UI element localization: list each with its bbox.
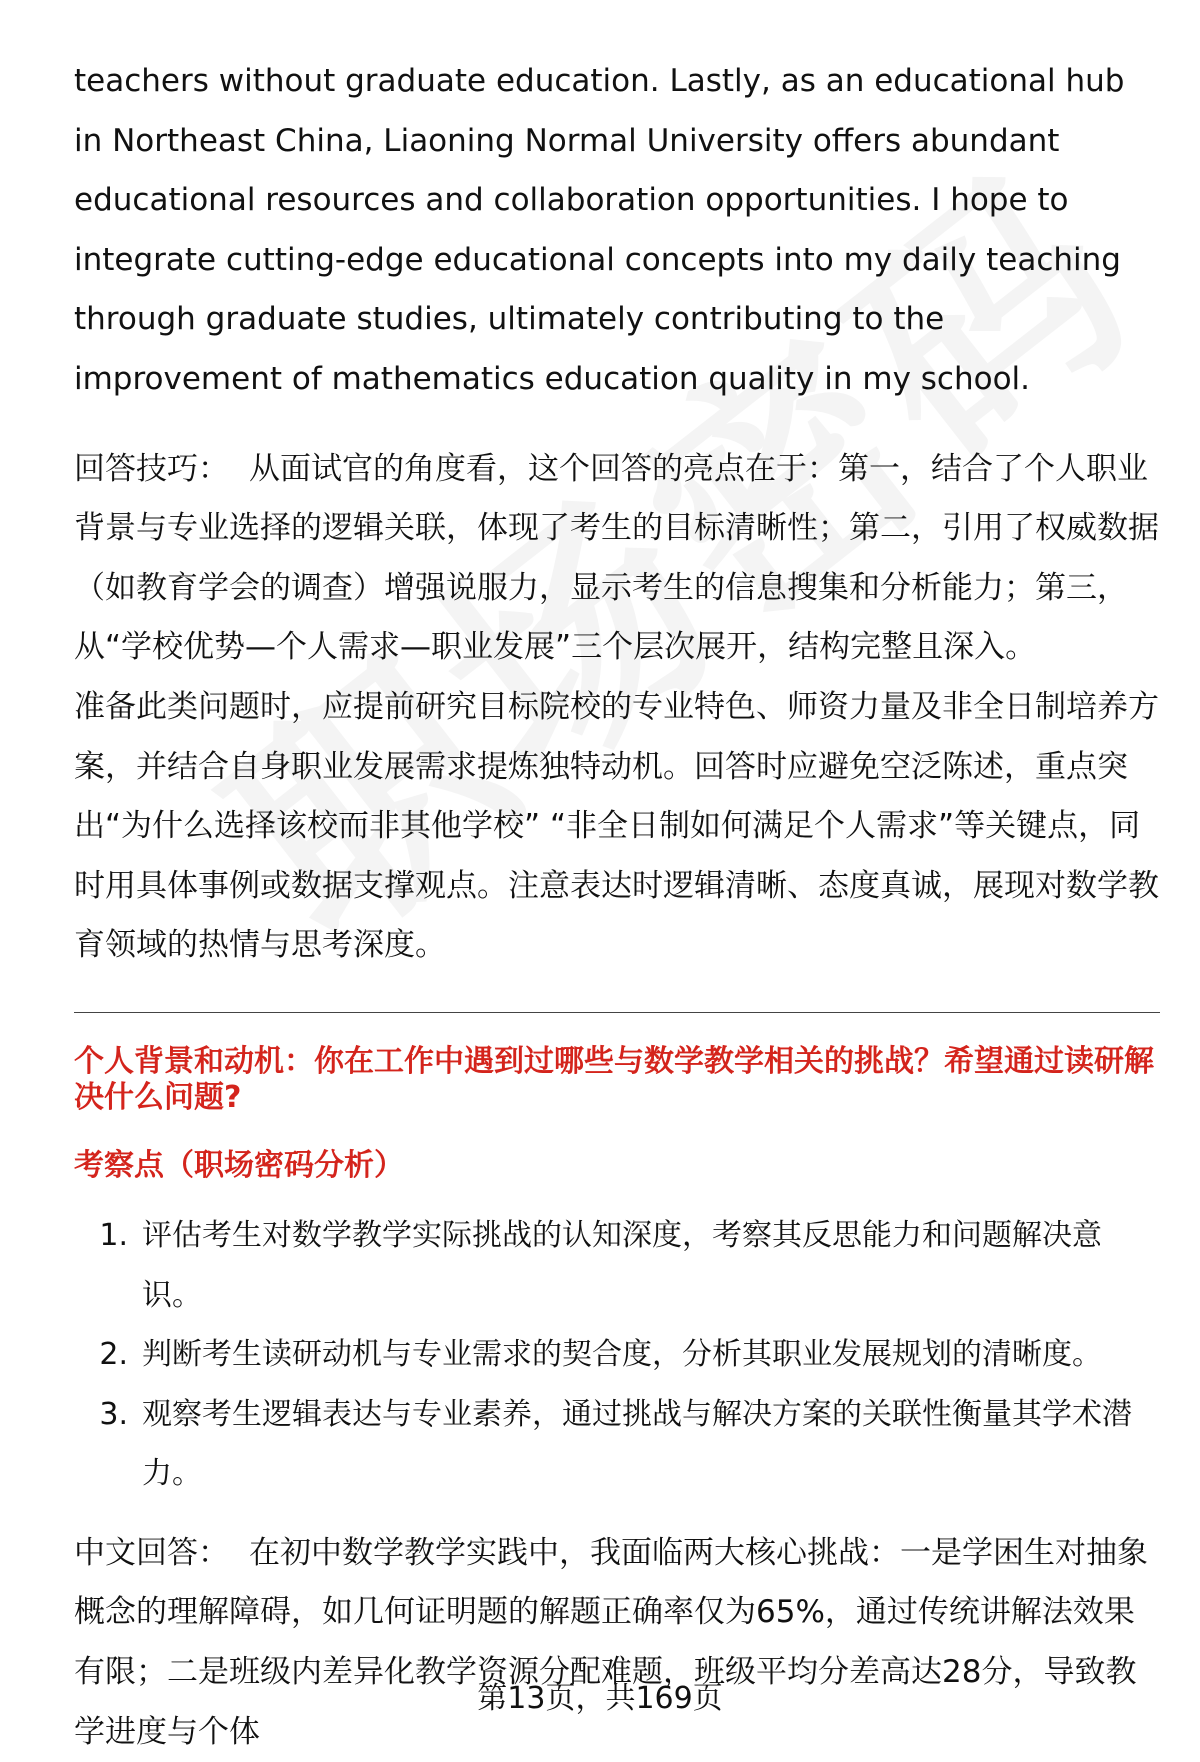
prep-paragraph: 准备此类问题时，应提前研究目标院校的专业特色、师资力量及非全日制培养方案，并结合自身职业发展需求提炼独特动机。回答时应避免空泛陈述，重点突出“为什么选择该校而非其他学校” “非全日制如何满足个人需求”等关键点，同时用具体事例或数据支撑观点。注意表达时逻辑清晰、态度真诚，展现对数学教育领域的热情与思考深度。 [74,688,1159,964]
tips-paragraph [74,440,1160,678]
chinese-answer-paragraph [74,1524,1160,1762]
assessment-points-list [74,1206,1160,1504]
list-item-number: 1. [99,1217,128,1253]
list-item-text: 观察考生逻辑表达与专业素养，通过挑战与解决方案的关联性衡量其学术潜力。 [142,1396,1132,1492]
english-paragraph: teachers without graduate education. Lastly, as an educational hub in Northeast China, Liaoning Normal University offers abundant educational resources and collaboration opportunities. I hope to integrate cutting-edge educational concepts into my daily teaching through graduate studies, ultimately contributing to the improvement of mathematics education quality in my school. [74,63,1125,397]
question-heading: 个人背景和动机：你在工作中遇到过哪些与数学教学相关的挑战？希望通过读研解决什么问题? [74,1043,1154,1115]
list-item-text: 判断考生读研动机与专业需求的契合度，分析其职业发展规划的清晰度。 [142,1337,1102,1373]
chinese-answer-text: 在初中数学教学实践中，我面临两大核心挑战：一是学困生对抽象概念的理解障碍，如几何证明题的解题正确率仅为65%，通过传统讲解法效果有限；二是班级内差异化教学资源分配难题，班级平均分差高达28分，导致教学进度与个体 [74,1534,1148,1750]
list-item [74,1385,1160,1504]
list-item-number: 3. [99,1396,128,1432]
list-item-number: 2. [99,1337,128,1373]
tips-text: 从面试官的角度看，这个回答的亮点在于：第一，结合了个人职业背景与专业选择的逻辑关联，体现了考生的目标清晰性；第二，引用了权威数据（如教育学会的调查）增强说服力，显示考生的信息搜集和分析能力；第三，从“学校优势—个人需求—职业发展”三个层次展开，结构完整且深入。 [74,450,1159,666]
chinese-answer-label: 中文回答： [74,1534,229,1571]
list-item-text: 评估考生对数学教学实际挑战的认知深度，考察其反思能力和问题解决意识。 [142,1217,1102,1313]
list-item [74,1206,1160,1325]
tips-label: 回答技巧： [74,450,229,487]
page-footer: 第13页，共169页 [477,1681,723,1716]
page-content [74,52,1160,1762]
list-item [74,1325,1160,1385]
assessment-title: 考察点（职场密码分析） [74,1147,404,1183]
